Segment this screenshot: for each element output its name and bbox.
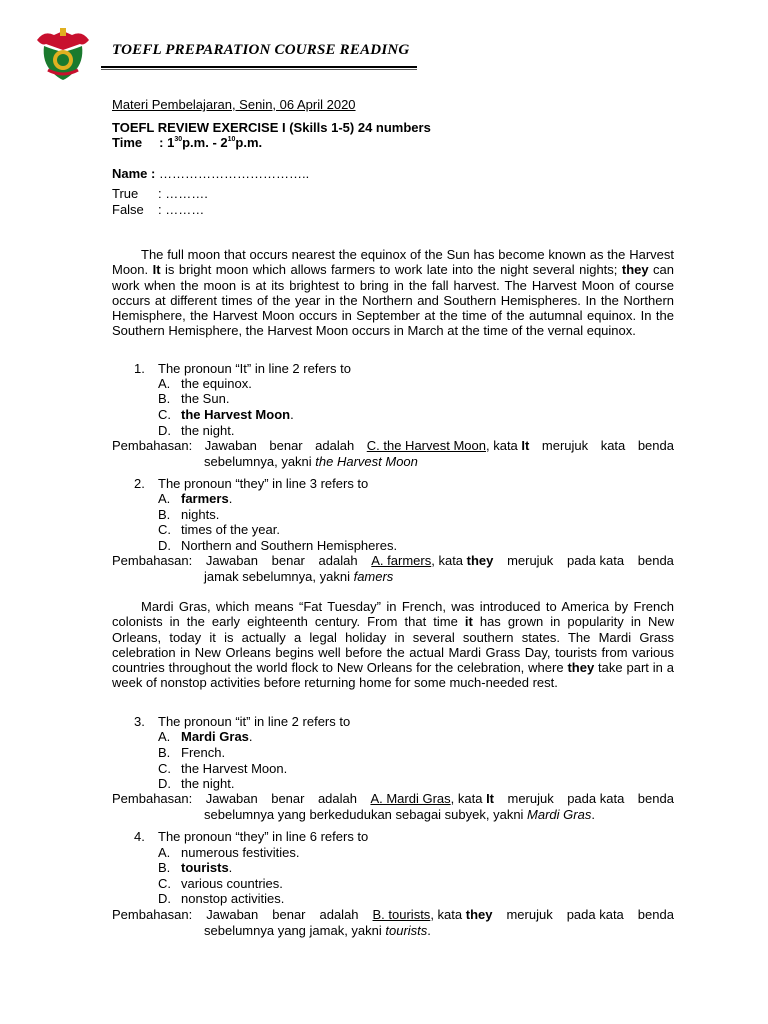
false-label: False [112, 202, 144, 217]
university-crest-icon [34, 26, 92, 82]
option-label: D. [158, 538, 171, 553]
name-sep: : [151, 166, 156, 181]
question-number: 3. [134, 714, 145, 729]
exercise-title: TOEFL REVIEW EXERCISE I (Skills 1-5) 24 numbers [112, 120, 431, 135]
materi-line: Materi Pembelajaran, Senin, 06 April 2020 [112, 97, 356, 112]
question-text: The pronoun “it” in line 2 refers to [158, 714, 351, 729]
option-text: the night. [181, 776, 235, 791]
true-label: True [112, 186, 139, 201]
explanation: Pembahasan: Jawaban benar adalah A. farmers, kata they merujuk pada kata benda jamak sebelumnya, yakni famers [112, 553, 674, 584]
option-text: the night. [181, 423, 235, 438]
question-number: 4. [134, 829, 145, 844]
question-number: 1. [134, 361, 145, 376]
question-text: The pronoun “It” in line 2 refers to [158, 361, 351, 376]
header-title: TOEFL PREPARATION COURSE READING [112, 42, 410, 58]
option-label: B. [158, 507, 171, 522]
option-text-correct: Mardi Gras. [181, 729, 253, 744]
option-label: B. [158, 391, 171, 406]
time-start-minutes: 30 [174, 135, 183, 143]
option-text: various countries. [181, 876, 283, 891]
option-label: A. [158, 491, 171, 506]
option-label: D. [158, 423, 171, 438]
option-label: B. [158, 860, 171, 875]
time-line [112, 135, 262, 151]
explanation: Pembahasan: Jawaban benar adalah C. the Harvest Moon, kata It merujuk kata benda sebelumnya, yakni the Harvest Moon [112, 438, 674, 469]
name-blank: …………………………….. [159, 166, 310, 181]
option-text: the Harvest Moon. [181, 761, 288, 776]
option-text-correct: tourists. [181, 860, 233, 875]
true-score: : ………. [158, 186, 208, 201]
time-start-suffix: p.m. - [182, 135, 221, 150]
option-text-correct: farmers. [181, 491, 233, 506]
time-end-minutes: 10 [227, 135, 236, 143]
question-text: The pronoun “they” in line 3 refers to [158, 476, 369, 491]
name-line [112, 166, 309, 182]
header-divider [101, 66, 417, 68]
option-text: Northern and Southern Hemispheres. [181, 538, 398, 553]
option-text: numerous festivities. [181, 845, 300, 860]
option-label: C. [158, 407, 171, 422]
option-label: C. [158, 522, 171, 537]
time-start-hour: 1 [167, 135, 175, 150]
option-text: nights. [181, 507, 220, 522]
option-text-correct: the Harvest Moon. [181, 407, 294, 422]
option-label: B. [158, 745, 171, 760]
option-label: C. [158, 761, 171, 776]
option-label: D. [158, 776, 171, 791]
option-label: A. [158, 376, 171, 391]
option-text: times of the year. [181, 522, 280, 537]
option-text: the equinox. [181, 376, 252, 391]
option-text: the Sun. [181, 391, 230, 406]
option-text: French. [181, 745, 226, 760]
time-end-suffix: p.m. [235, 135, 263, 150]
false-score: : ……… [158, 202, 205, 217]
option-label: A. [158, 729, 171, 744]
explanation: Pembahasan: Jawaban benar adalah B. tourists, kata they merujuk pada kata benda sebelumnya yang jamak, yakni tourists. [112, 907, 674, 938]
question-number: 2. [134, 476, 145, 491]
explanation: Pembahasan: Jawaban benar adalah A. Mardi Gras, kata It merujuk pada kata benda sebelumnya yang berkedudukan sebagai subyek, yakni Mardi Gras. [112, 791, 674, 822]
passage-harvest-moon: The full moon that occurs nearest the equinox of the Sun has become known as the Harvest Moon. It is bright moon which allows farmers to work late into the night several nights; they can work when the moon is at its brightest to bring in the fall harvest. The Harvest Moon of course occurs at different times of the year in the Northern and Southern Hemispheres. In the Northern Hemisphere, the Harvest Moon occurs in September at the time of the autumnal equinox. In the Southern Hemisphere, the Harvest Moon occurs in March at the time of the vernal equinox. [112, 247, 675, 339]
question-text: The pronoun “they” in line 6 refers to [158, 829, 369, 844]
option-label: A. [158, 845, 171, 860]
time-end-hour: 2 [220, 135, 228, 150]
option-label: D. [158, 891, 171, 906]
time-label: Time [112, 135, 143, 150]
time-sep: : [159, 135, 164, 150]
option-label: C. [158, 876, 171, 891]
passage-mardi-gras: Mardi Gras, which means “Fat Tuesday” in French, was introduced to America by French colonists in the early eighteenth century. From that time it has grown in popularity in New Orleans, today it is actually a legal holiday in several southern states. The Mardi Grass celebration in New Orleans begins well before the actual Mardi Grass Day, tourists from various countries throughout the world flock to New Orleans for the celebration, where they take part in a week of nonstop activities before returning home for some much-needed rest. [112, 599, 674, 691]
name-label: Name [112, 166, 148, 181]
header-divider-thin [101, 69, 417, 70]
option-text: nonstop activities. [181, 891, 285, 906]
